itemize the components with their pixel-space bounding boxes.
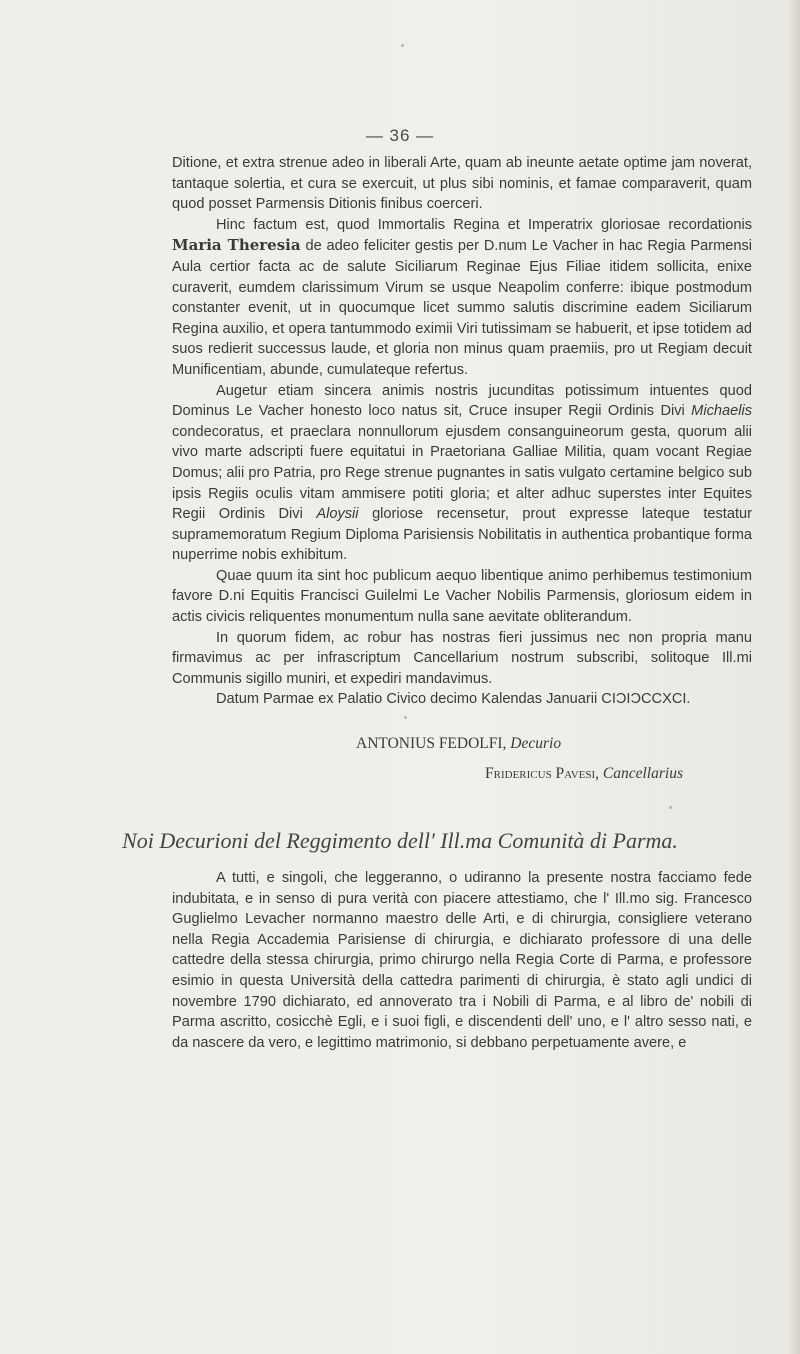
italic-text: Aloysii: [316, 506, 359, 523]
paragraph: [172, 689, 752, 710]
text-run: Datum Parmae ex Palatio Civico decimo Kalendas Januarii CIƆIƆCCXCI.: [216, 691, 691, 708]
signature-decurio: [356, 735, 561, 753]
text-run: Ditione, et extra strenue adeo in liberali Arte, quam ab ineunte aetate optime jam noverat, tantaque solertia, et cura se exercuit, ut plus sibi nominis, et famae comparaverit, quam quod posset Parmensis Ditionis finibus coerceri.: [172, 155, 752, 213]
signatory-title: Decurio: [510, 735, 562, 752]
text-run: Hinc factum est, quod Immortalis Regina et Imperatrix gloriosae recordationis: [216, 216, 752, 233]
paragraph: [172, 868, 752, 1053]
text-run: gloriose recensetur, prout expresse lateque testatur supramemoratum Regium Diploma Parisiensis Nobilitatis in authentica probantique forma nuperrime nobis exhibitum.: [172, 506, 752, 564]
signatory-name: Fridericus Pavesi,: [485, 765, 603, 782]
text-run: A tutti, e singoli, che leggeranno, o udiranno la presente nostra facciamo fede indubitata, e in senso di pura verità con piacere attestiamo, che l' Ill.mo sig. Francesco Guglielmo Levacher normanno maestro delle Arti, e di chirurgia, consigliere veterano nella Regia Accademia Parisiense di chirurgia, e dichiarato professore di una delle cattedre della stessa chirurgia, primo chirurgo nella Regia Corte di Parma, e professore esimio in questa Università della cattedra parimenti di chirurgia, è stato agli undici di novembre 1790 dichiarato, ed annoverato tra i Nobili di Parma, e al libro de' nobili di Parma ascritto, cosicchè Egli, e i suoi figli, e discendenti dell' uno, e l' altro sesso nati, e da nascere da vero, e legittimo matrimonio, si debbano perpetuamente avere, e: [172, 870, 752, 1051]
text-run: Quae quum ita sint hoc publicum aequo libentique animo perhibemus testimonium favore D.ni Equitis Francisci Guilelmi Le Vacher Nobilis Parmensis, gloriosum eidem in actis civicis reliquentes monumentum nulla sane aevitate obliterandum.: [172, 567, 752, 626]
page-number: — 36 —: [365, 126, 435, 145]
print-speck: [401, 44, 404, 47]
paragraph: [172, 381, 752, 566]
latin-text-block: [172, 153, 752, 710]
paragraph: [172, 215, 752, 381]
italian-text-block: [172, 868, 752, 1053]
text-run: In quorum fidem, ac robur has nostras fieri jussimus nec non propria manu firmavimus ac per infrascriptum Cancellarium nostrum subscribi, solitoque Ill.mi Communis sigillo muniri, et expediri mandavimus.: [172, 629, 752, 687]
ornate-text: Maria Theresia: [172, 236, 301, 255]
signature-cancellarius: [485, 765, 683, 783]
print-speck: [669, 806, 672, 809]
page-edge-shadow: [788, 0, 800, 1354]
italic-text: Michaelis: [691, 403, 752, 420]
print-speck: [404, 716, 407, 719]
paragraph: [172, 153, 752, 215]
text-run: condecoratus, et praeclara nonnullorum ejusdem consanguineorum gesta, quorum alii vivo marte adscripti fuere equitatui in Praetoriana Galliae Militia, quam vocant Regiae Domus; alii pro Patria, pro Rege strenue pugnantes in satis vulgato certamine belgico sub ipsis Regiis oculis vitam ammisere potiti gloria; et alter adhuc superstes inter Equites Regii Ordinis Divi: [172, 423, 752, 523]
paragraph: [172, 566, 752, 628]
text-run: Augetur etiam sincera animis nostris jucunditas potissimum intuentes quod Dominus Le Vacher honesto loco natus sit, Cruce insuper Regii Ordinis Divi: [172, 382, 752, 420]
signatory-name: ANTONIUS FEDOLFI,: [356, 735, 511, 752]
signatory-title: Cancellarius: [602, 765, 683, 782]
paragraph: [172, 628, 752, 690]
text-run: de adeo feliciter gestis per D.num Le Vacher in hac Regia Parmensi Aula certior facta ac de salute Siciliarum Reginae Ejus Filiae itidem sollicita, enixe curaverit, eumdem clarissimum Virum se usque Neapolim conferre: ibique postmodum constanter evenit, ut in quocumque licet summo salutis discrimine eadem Siciliarum Regina auxilio, et opera tantummodo eximii Viri tutissimam se habuerit, et ipse totidem ad suos redierit successus laude, et gloria non minus quam praemiis, pro ut Regiam decuit Munificentiam, abunde, cumulateque refertus.: [172, 238, 752, 378]
section-heading: Noi Decurioni del Reggimento dell' Ill.ma Comunità di Parma.: [122, 828, 678, 853]
